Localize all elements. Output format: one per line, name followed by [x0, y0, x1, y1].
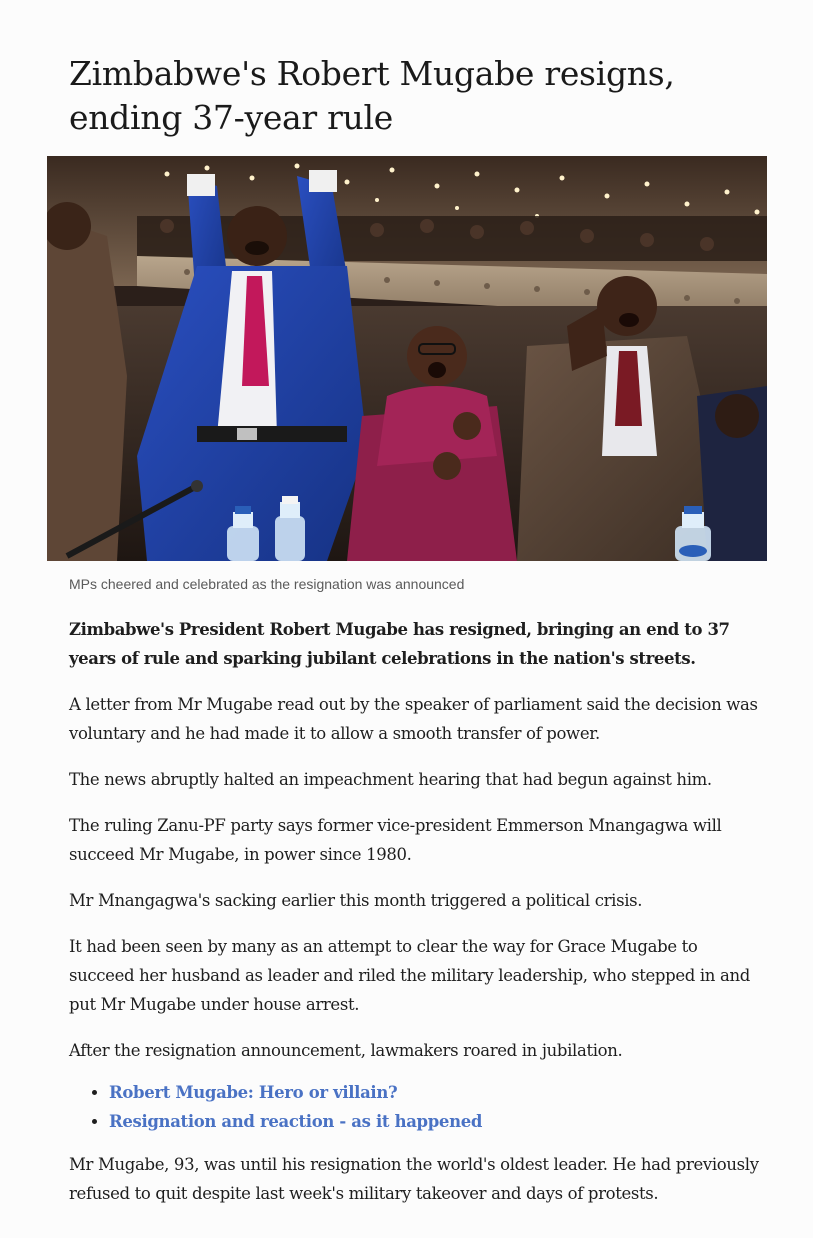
- article-paragraph: The news abruptly halted an impeachment hearing that had begun against him.: [69, 770, 712, 789]
- article-paragraph: Mr Mnangagwa's sacking earlier this month triggered a political crisis.: [69, 891, 643, 910]
- article-lead: Zimbabwe's President Robert Mugabe has resigned, bringing an end to 37 years of rule and sparking jubilant celebrations in the nation's streets.: [69, 620, 730, 668]
- article-paragraph: After the resignation announcement, lawmakers roared in jubilation.: [69, 1041, 623, 1060]
- article-paragraph: It had been seen by many as an attempt to clear the way for Grace Mugabe to succeed her husband as leader and riled the military leadership, who stepped in and put Mr Mugabe under house arrest.: [69, 937, 750, 1014]
- article-paragraph: A letter from Mr Mugabe read out by the speaker of parliament said the decision was voluntary and he had made it to allow a smooth transfer of power.: [69, 695, 758, 743]
- related-links-list: [69, 1078, 759, 1136]
- article-paragraph: Mr Mugabe, 93, was until his resignation the world's oldest leader. He had previously refused to quit despite last week's military takeover and days of protests.: [69, 1155, 759, 1203]
- article-paragraph: The ruling Zanu-PF party says former vice-president Emmerson Mnangagwa will succeed Mr Mugabe, in power since 1980.: [69, 816, 722, 864]
- image-caption: MPs cheered and celebrated as the resignation was announced: [69, 576, 465, 592]
- article-hero-image: [47, 156, 767, 561]
- parliament-celebration-photo: [47, 156, 767, 561]
- related-link-item: [109, 1078, 759, 1107]
- related-link-item: [109, 1107, 759, 1136]
- article-body: [69, 615, 759, 1225]
- related-link-hero-or-villain[interactable]: Robert Mugabe: Hero or villain?: [109, 1083, 398, 1102]
- article-headline: Zimbabwe's Robert Mugabe resigns, ending 37-year rule: [69, 54, 675, 137]
- related-link-live-reaction[interactable]: Resignation and reaction - as it happened: [109, 1112, 483, 1131]
